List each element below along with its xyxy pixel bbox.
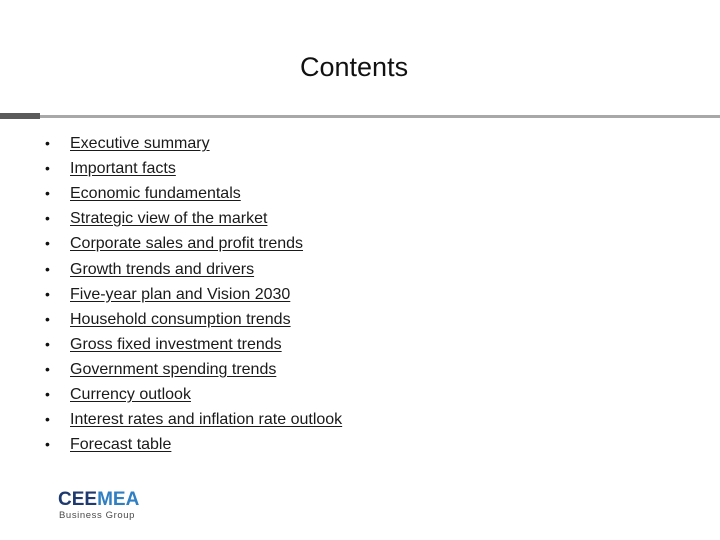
bullet-icon: • bbox=[45, 360, 50, 377]
toc-link-economic-fundamentals[interactable]: Economic fundamentals bbox=[70, 185, 241, 203]
list-item bbox=[40, 407, 342, 432]
bullet-icon: • bbox=[45, 310, 50, 327]
bullet-icon: • bbox=[45, 436, 50, 453]
list-item bbox=[40, 256, 342, 281]
toc-link-forecast-table[interactable]: Forecast table bbox=[70, 436, 172, 454]
toc-link-currency-outlook[interactable]: Currency outlook bbox=[70, 385, 191, 403]
toc-link-executive-summary[interactable]: Executive summary bbox=[70, 135, 210, 153]
toc-link-important-facts[interactable]: Important facts bbox=[70, 160, 176, 178]
bullet-icon: • bbox=[45, 385, 50, 402]
page-title: Contents bbox=[300, 52, 409, 82]
toc-link-corporate-sales[interactable]: Corporate sales and profit trends bbox=[70, 235, 304, 253]
logo-subtitle: Business Group bbox=[59, 510, 135, 521]
logo-wordmark: CEEMEA bbox=[58, 489, 140, 510]
bullet-icon: • bbox=[45, 235, 50, 252]
bullet-icon: • bbox=[45, 285, 50, 302]
toc-link-strategic-view[interactable]: Strategic view of the market bbox=[70, 210, 268, 228]
list-item bbox=[40, 231, 342, 256]
list-item bbox=[40, 282, 342, 307]
list-item bbox=[40, 131, 342, 156]
toc-link-five-year-plan[interactable]: Five-year plan and Vision 2030 bbox=[70, 285, 291, 303]
list-item bbox=[40, 382, 342, 407]
toc-link-government-spending[interactable]: Government spending trends bbox=[70, 360, 277, 378]
toc-link-gross-fixed-investment[interactable]: Gross fixed investment trends bbox=[70, 335, 282, 353]
list-item bbox=[40, 307, 342, 332]
contents-list bbox=[40, 131, 342, 457]
list-item bbox=[40, 332, 342, 357]
bullet-icon: • bbox=[45, 210, 50, 227]
toc-link-growth-trends[interactable]: Growth trends and drivers bbox=[70, 260, 255, 278]
toc-link-interest-rates[interactable]: Interest rates and inflation rate outlook bbox=[70, 411, 343, 429]
bullet-icon: • bbox=[45, 411, 50, 428]
list-item bbox=[40, 432, 342, 457]
bullet-icon: • bbox=[45, 160, 50, 177]
bullet-icon: • bbox=[45, 135, 50, 152]
list-item bbox=[40, 206, 342, 231]
title-rule-accent bbox=[0, 113, 40, 119]
company-logo bbox=[58, 490, 168, 522]
title-rule bbox=[40, 115, 720, 118]
list-item bbox=[40, 357, 342, 382]
list-item bbox=[40, 156, 342, 181]
bullet-icon: • bbox=[45, 260, 50, 277]
list-item bbox=[40, 181, 342, 206]
toc-link-household-consumption[interactable]: Household consumption trends bbox=[70, 310, 291, 328]
bullet-icon: • bbox=[45, 185, 50, 202]
bullet-icon: • bbox=[45, 335, 50, 352]
